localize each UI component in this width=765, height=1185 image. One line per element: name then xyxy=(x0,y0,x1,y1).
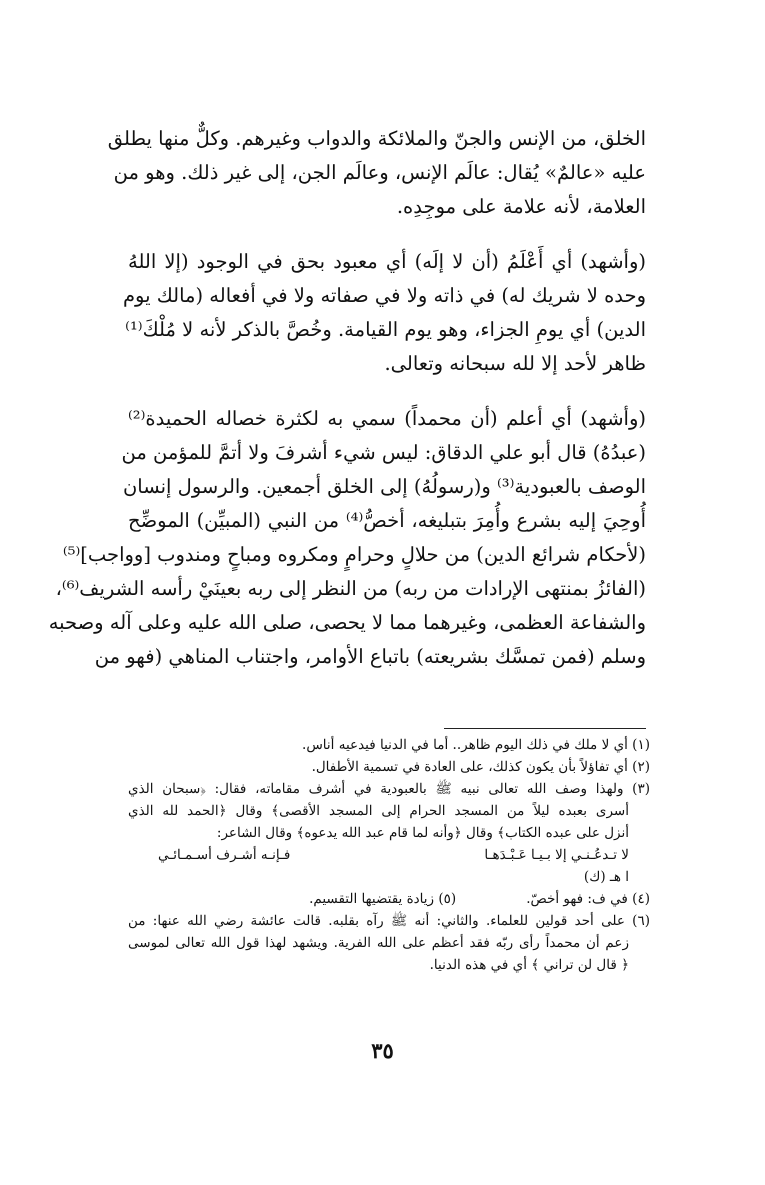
footnote-4: (٤) في ف: فهو أخصّ. xyxy=(526,891,650,907)
footnote-3-line: أنزل على عبده الكتاب﴾ وقال ﴿وأنه لما قام عبد الله يدعوه﴾ وقال الشاعر: xyxy=(216,825,629,841)
text-line: وحده لا شريك له) في ذاته ولا في صفاته ولا في أفعاله (مالك يوم xyxy=(122,284,646,307)
text-line: (الفائزُ بمنتهى الإرادات من ربه) من النظر إلى ربه بعينَيْ رأسه الشريف⁽⁶⁾، xyxy=(55,577,646,600)
poem-verse xyxy=(128,844,650,866)
text-line: الوصف بالعبودية⁽³⁾ و(رسولُهُ) إلى الخلق أجمعين. والرسول إنسان xyxy=(122,475,646,498)
poem-hemistich-left: فـإنـه أشـرف أسـمـائـي xyxy=(158,847,291,863)
text-line: عليه «عالمٌ» يُقال: عالَم الإنس، وعالَم الجن، إلى غير ذلك. وهو من xyxy=(113,161,646,184)
text-line: (وأشهد) أي أعلم (أن محمداً) سمي به لكثرة خصاله الحميدة⁽²⁾ xyxy=(128,407,646,430)
footnotes-4-5 xyxy=(128,888,650,910)
text-line: الخلق، من الإنس والجنّ والملائكة والدواب وغيرهم. وكلٌّ منها يطلق xyxy=(107,127,646,150)
text-line: وسلم (فمن تمسَّك بشريعته) باتباع الأوامر، واجتناب المناهي (فهو من xyxy=(94,645,646,668)
text-line: العلامة، لأنه علامة على موجِدِه. xyxy=(396,195,646,218)
footnote-3-line: أسرى بعبده ليلاً من المسجد الحرام إلى المسجد الأقصى﴾ وقال ﴿الحمد لله الذي xyxy=(128,803,629,819)
text-line: (عبدُهُ) قال أبو علي الدقاق: ليس شيء أشرفَ ولا أتمَّ للمؤمن من xyxy=(121,441,646,464)
text-line: والشفاعة العظمى، وغيرهما مما لا يحصى، صلى الله عليه وعلى آله وصحبه xyxy=(48,611,646,634)
page-number: ٣٥ xyxy=(371,1038,394,1063)
footnote-2: (٢) أي تفاؤلاً بأن يكون كذلك، على العادة في تسمية الأطفال. xyxy=(311,759,650,775)
footnote-6: (٦) على أحد قولين للعلماء. والثاني: أنه ﷺ رآه بقلبه. قالت عائشة رضي الله عنها: من xyxy=(128,913,650,929)
footnote-1: (١) أي لا ملك في ذلك اليوم ظاهر.. أما في الدنيا فيدعيه أناس. xyxy=(302,737,650,753)
footnote-6-line: ﴿ قال لن تراني ﴾ أي في هذه الدنيا. xyxy=(429,957,629,973)
text-line: ظاهر لأحد إلا لله سبحانه وتعالى. xyxy=(384,352,646,375)
text-line: الدين) أي يومِ الجزاء، وهو يوم القيامة. وخُصَّ بالذكر لأنه لا مُلْكَ⁽¹⁾ xyxy=(125,318,646,341)
text-line: (لأحكام شرائع الدين) من حلالٍ وحرامٍ ومكروه ومباحٍ ومندوب [وواجب]⁽⁵⁾ xyxy=(62,543,646,566)
footnote-6-line: زعم أن محمداً رأى ربّه فقد أعظم على الله الفرية. ويشهد لهذا قول الله تعالى لموسى xyxy=(128,935,629,951)
main-text xyxy=(48,122,646,674)
footnotes xyxy=(128,734,650,976)
footnote-separator xyxy=(444,728,646,729)
poem-hemistich-right: لا تـدعُـنـي إلا بـيـا عَـبْـدَهـا xyxy=(484,847,629,863)
poem-source: ا هـ (ك) xyxy=(583,869,629,885)
text-line: (وأشهد) أي أَعْلَمُ (أن لا إلَه) أي معبود بحق في الوجود (إلا اللهُ xyxy=(128,250,646,273)
footnote-3: (٣) ولهذا وصف الله تعالى نبيه ﷺ بالعبودية في أشرف مقاماته، فقال: ﴿سبحان الذي xyxy=(128,781,650,797)
text-line: أُوحِيَ إليه بشرع وأُمِرَ بتبليغه، أخصُّ⁽⁴⁾ من النبي (المبيِّن) الموضِّح xyxy=(128,509,646,532)
footnote-5: (٥) زيادة يقتضيها التقسيم. xyxy=(309,891,457,907)
